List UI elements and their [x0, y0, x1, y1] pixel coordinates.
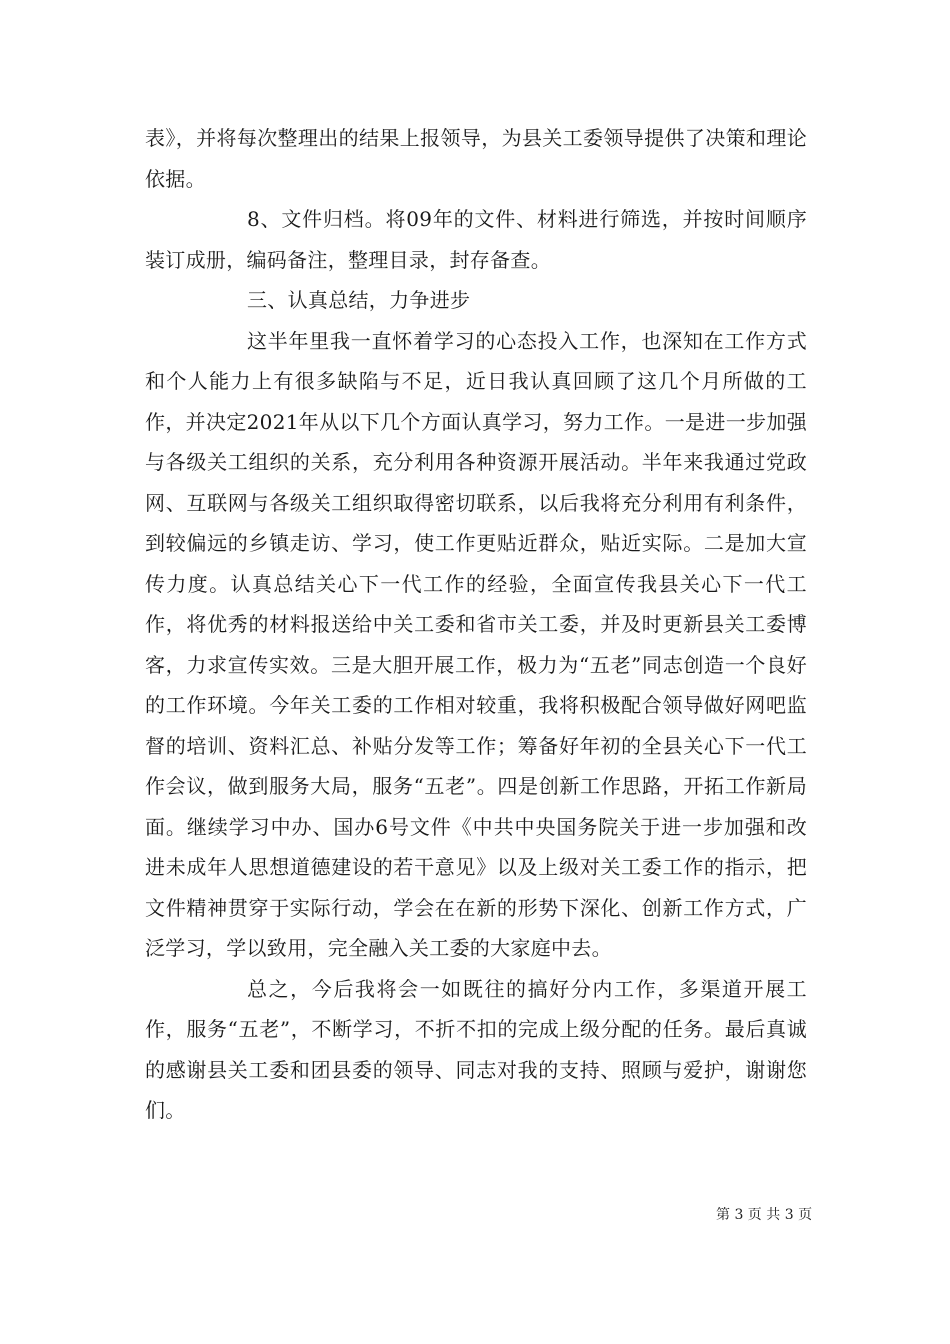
section-heading-summary: 三、认真总结，力争进步	[247, 288, 471, 312]
paragraph-file-archiving: 8、文件归档。将09年的文件、材料进行筛选，并按时间顺序装订成册，编码备注，整理目录，封存备查。	[145, 207, 807, 272]
page-number-footer: 第 3 页 共 3 页	[716, 1207, 813, 1223]
paragraph-continuation: 表》，并将每次整理出的结果上报领导，为县关工委领导提供了决策和理论依据。	[145, 126, 807, 191]
paragraph-work-plan: 这半年里我一直怀着学习的心态投入工作，也深知在工作方式和个人能力上有很多缺陷与不足，近日我认真回顾了这几个月所做的工作，并决定2021年从以下几个方面认真学习，努力工作。一是进一步加强与各级关工组织的关系，充分利用各种资源开展活动。半年来我通过党政网、互联网与各级关工组织取得密切联系，以后我将充分利用有利条件，到较偏远的乡镇走访、学习，使工作更贴近群众，贴近实际。二是加大宣传力度。认真总结关心下一代工作的经验，全面宣传我县关心下一代工作，将优秀的材料报送给中关工委和省市关工委，并及时更新县关工委博客，力求宣传实效。三是大胆开展工作，极力为“五老”同志创造一个良好的工作环境。今年关工委的工作相对较重，我将积极配合领导做好网吧监督的培训、资料汇总、补贴分发等工作；筹备好年初的全县关心下一代工作会议，做到服务大局，服务“五老”。四是创新工作思路，开拓工作新局面。继续学习中办、国办6号文件《中共中央国务院关于进一步加强和改进未成年人思想道德建设的若干意见》以及上级对关工委工作的指示，把文件精神贯穿于实际行动，学会在在新的形势下深化、创新工作方式，广泛学习，学以致用，完全融入关工委的大家庭中去。	[145, 328, 807, 960]
paragraph-conclusion: 总之，今后我将会一如既往的搞好分内工作，多渠道开展工作，服务“五老”，不断学习，不折不扣的完成上级分配的任务。最后真诚的感谢县关工委和团县委的领导、同志对我的支持、照顾与爱护，谢谢您们。	[145, 976, 807, 1122]
document-body	[145, 118, 807, 1131]
